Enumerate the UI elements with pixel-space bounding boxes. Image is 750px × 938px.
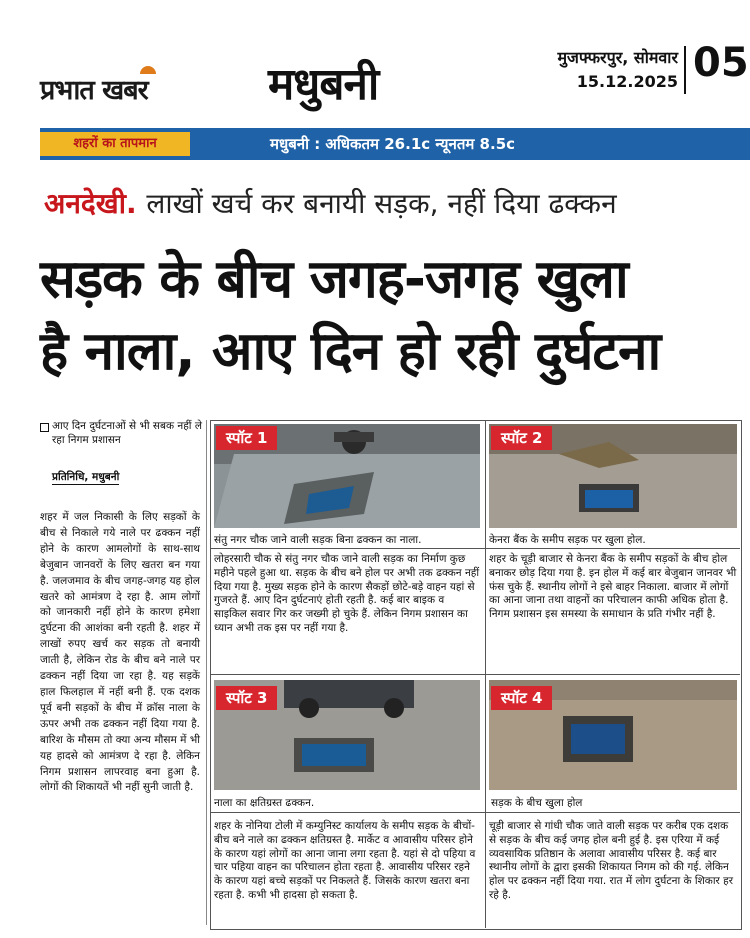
spot-1-caption: संतु नगर चौक जाने वाली सड़क बिना ढक्कन का नाला. — [214, 534, 422, 546]
bullet-square-icon — [40, 423, 49, 432]
dateline-date: 15.12.2025 — [576, 72, 678, 91]
spot-4-caption: सड़क के बीच खुला होल — [491, 797, 583, 809]
article-body: शहर में जल निकासी के लिए सड़कों के बीच से निकाले गये नाले पर ढक्कन नहीं होने के कारण आमलोगों के साथ-साथ बेजुबान जानवरों के लिए खतरा बन गया है. जलजमाव के बीच जगह-जगह यह होल खतरे को आमंत्रण दे रहा है. आम लोगों को जानकारी नहीं होने के कारण हमेशा दुर्घटना की आशंका बनी रहती है. शहर में लाखों रुपए खर्च कर सड़क तो बनायी जाती है, लेकिन रोड के बीच बने नाले पर ढक्कन नहीं दिया जा रहा है. यह सड़कें हाल फिलहाल में नहीं बनी हैं. एक दशक पूर्व बनी सड़कों के बीच में क्रॉस नाला के ऊपर अभी तक ढक्कन नहीं दिया गया है. बारिश के मौसम तो क्या अन्य मौसम में भी यह हादसे को आमंत्रण दे रहा है. लेकिन निगम प्रशासन लापरवाह बना हुआ है. लोगों की शिकायतें भी नहीं सुनी जाती है. — [40, 511, 200, 794]
grid-divider-middle — [210, 674, 740, 675]
spot-2-tag: स्पॉट 2 — [491, 426, 552, 450]
byline: प्रतिनिधि, मधुबनी — [52, 471, 120, 483]
spot-3-caption: नाला का क्षतिग्रस्त ढक्कन. — [214, 797, 315, 809]
grid-divider-row3 — [210, 812, 740, 813]
spot-4-text: चूड़ी बाजार से गांधी चौक जाते वाली सड़क पर करीब एक दशक से सड़क के बीच कई जगह होल बनी हुई है. इस एरिया में कई व्यवसायिक प्रतिष्ठान के अलावा आवासीय परिसर है. कई बार स्थानीय लोगों के द्वारा इसकी शिकायत निगम को की गई. लेकिन होल पर ढक्कन नहीं दिया गया. रात में लोग दुर्घटना के शिकार हर रहे है. — [489, 820, 734, 901]
main-headline — [40, 244, 740, 388]
spot-3-text: शहर के नोनिया टोली में कम्युनिस्ट कार्यालय के समीप सड़क के बीचों-बीच बने नाले का ढक्कन क्षतिग्रस्त है. मार्केट व आवासीय परिसर होने के कारण यहां लोगों का आना जाना लगा रहता है. यहां से दो पहिया व चार पहिया वाहन का परिचालन होता रहता है. आवासीय परिसर रहने के कारण यहां बच्चे सड़कों पर निकलते हैं. जिसके कारण खतरा बना रहता है. कभी भी हादसा हो सकता है. — [214, 820, 476, 901]
weather-text: मधुबनी : अधिकतम 26.1c न्यूनतम 8.5c — [270, 135, 516, 153]
dateline — [500, 46, 678, 94]
spot-2-text: शहर के चूड़ी बाजार से केनरा बैंक के समीप सड़कों के बीच होल बनाकर छोड़ दिया गया है. इन होल में कई बार बेजुबान जानवर भी फंस चुके हैं. स्थानीय लोगों ने इसे बाहर निकाला. बाजार में लोगों का आना जाना तथा वाहनों का परिचालन काफी अधिक होता है. निगम प्रशासन इस समस्या के समाधान के प्रति गंभीर नहीं है. — [489, 553, 737, 621]
spot-2-caption: केनरा बैंक के समीप सड़क पर खुला होल. — [489, 534, 646, 546]
spot-4-tag: स्पॉट 4 — [491, 686, 552, 710]
page-number: 05 — [693, 40, 749, 86]
logo-sun-icon — [140, 66, 156, 74]
kicker-subhead: लाखों खर्च कर बनायी सड़क, नहीं दिया ढक्कन — [146, 187, 617, 220]
newspaper-logo: प्रभात खबर — [40, 75, 148, 106]
weather-tag: शहरों का तापमान — [40, 132, 190, 156]
dateline-place: मुजफ्फरपुर, सोमवार — [557, 48, 678, 67]
spot-3-tag: स्पॉट 3 — [216, 686, 277, 710]
kicker — [44, 184, 617, 222]
spot-1-text: लोहरसारी चौक से संतु नगर चौक जाने वाली सड़क का निर्माण कुछ महीने पहले हुआ था. सड़क के बीच बने होल पर अभी तक ढक्कन नहीं दिया गया है. मुख्य सड़क होने के कारण सैकड़ों छोटे-बड़े वाहन यहां से गुजरते हैं. आए दिन दुर्घटनाएं होती रहती है. कई बार बाइक व साइकिल सवार गिर कर जख्मी हो चुके हैं. लेकिन निगम प्रशासन का ध्यान अभी तक इस पर नहीं गया है. — [214, 553, 480, 634]
column-divider — [206, 420, 207, 925]
grid-divider-row1 — [210, 548, 740, 549]
spot-1-tag: स्पॉट 1 — [216, 426, 277, 450]
headline-line-2: है नाला, आए दिन हो रही दुर्घटना — [40, 321, 661, 382]
dateline-divider — [684, 46, 686, 94]
headline-line-1: सड़क के बीच जगह-जगह खुला — [40, 249, 628, 310]
highlight-bullet: आए दिन दुर्घटनाओं से भी सबक नहीं ले रहा निगम प्रशासन — [52, 420, 202, 446]
edition-title: मधुबनी — [268, 59, 379, 110]
kicker-label: अनदेखी. — [44, 187, 137, 220]
